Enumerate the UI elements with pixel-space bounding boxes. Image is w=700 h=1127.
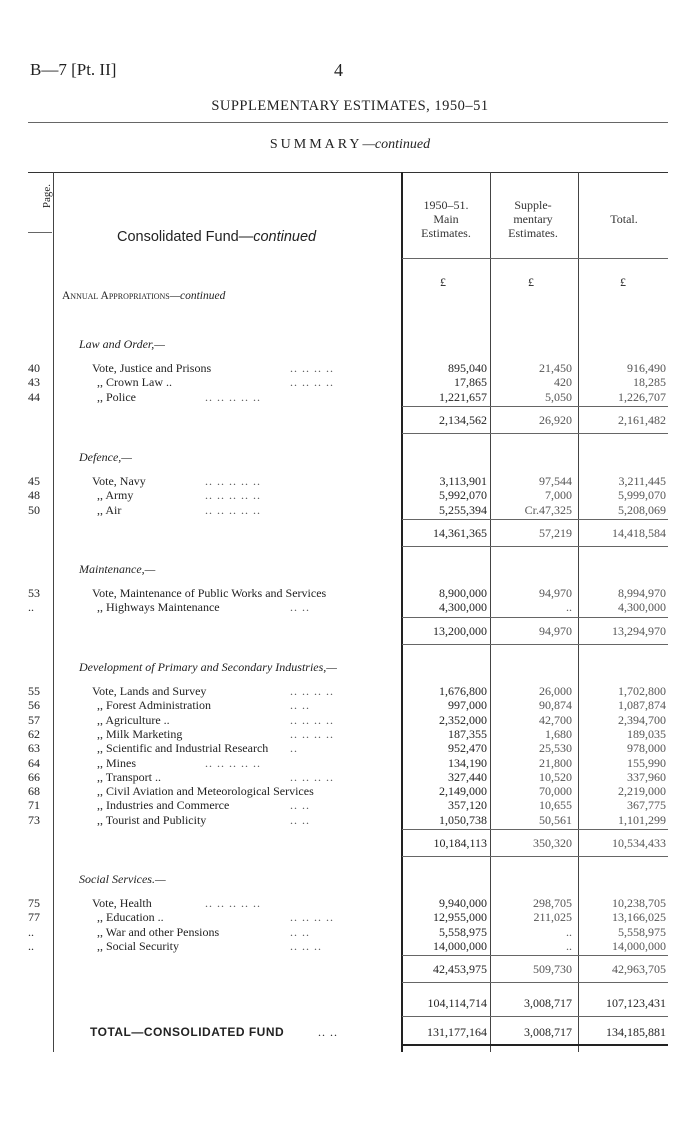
- page-number: 4: [334, 60, 343, 80]
- total-main: 131,177,164: [427, 1025, 487, 1039]
- row-main: 4,300,000: [439, 600, 487, 615]
- row-total: 1,226,707: [618, 389, 666, 404]
- col2-divider: [490, 172, 491, 1052]
- subtitle-continued: —continued: [362, 137, 431, 152]
- subtotal-main: 42,453,975: [433, 962, 487, 977]
- subtotal-main: 14,361,365: [433, 525, 487, 540]
- row-total: 3,211,445: [618, 474, 666, 488]
- annual-appropriations-heading: [62, 290, 225, 302]
- row-page: ..: [28, 600, 34, 615]
- row-page: 73: [28, 812, 40, 827]
- row-total: 5,208,069: [618, 502, 666, 517]
- row-main: 5,992,070: [439, 488, 487, 503]
- row-main: 2,352,000: [439, 712, 487, 727]
- row-supp: 97,544: [539, 474, 572, 488]
- row-main: 134,190: [448, 755, 487, 770]
- row-label: ,, Agriculture ..: [97, 712, 170, 727]
- row-supp: 298,705: [533, 896, 572, 910]
- row-supp: 21,800: [539, 755, 572, 770]
- row-total: 1,702,800: [618, 684, 666, 698]
- subtotal-bottom-rule: [402, 982, 668, 983]
- row-label: Vote, Navy: [92, 474, 146, 488]
- row-main: 997,000: [448, 698, 487, 713]
- total-label: TOTAL—CONSOLIDATED FUND: [90, 1025, 285, 1039]
- row-label: ,, Crown Law ..: [97, 375, 172, 390]
- row-page: 66: [28, 769, 40, 784]
- row-total: 189,035: [627, 726, 666, 741]
- subtitle-main: SUMMARY: [269, 137, 363, 152]
- subtotal-bottom-rule: [402, 856, 668, 857]
- row-label: ,, Civil Aviation and Meteorological Services: [97, 784, 314, 799]
- row-page: 57: [28, 712, 40, 727]
- col-supplementary: [492, 198, 574, 240]
- row-page: 43: [28, 375, 40, 390]
- row-page: 75: [28, 896, 40, 910]
- row-supp: ..: [566, 938, 572, 953]
- subtotal-rule: [402, 406, 668, 407]
- subtotal-supp: 26,920: [539, 412, 572, 427]
- row-dots: .. .. .. .. ..: [205, 502, 261, 517]
- row-label: ,, Industries and Commerce: [97, 798, 230, 813]
- row-page: 77: [28, 910, 40, 925]
- row-dots: .. .. .. ..: [290, 684, 334, 698]
- fund-heading: [117, 229, 316, 245]
- total-double-rule: [402, 1044, 668, 1046]
- col2-line3: Estimates.: [508, 226, 558, 240]
- row-page: 53: [28, 586, 40, 600]
- col1-divider: [401, 172, 403, 1052]
- page-title: SUPPLEMENTARY ESTIMATES, 1950–51: [211, 98, 489, 114]
- grand-subtotal-total: 107,123,431: [606, 996, 666, 1010]
- row-dots: .. ..: [290, 798, 310, 813]
- row-main: 1,050,738: [439, 812, 487, 827]
- row-supp: 1,680: [545, 726, 572, 741]
- colhead-rule: [402, 258, 668, 259]
- row-supp: 94,970: [539, 586, 572, 600]
- col-main-estimates: [405, 198, 487, 240]
- currency-col3: £: [620, 275, 626, 289]
- row-dots: .. .. .. ..: [290, 375, 334, 390]
- page-col-rule: [28, 232, 52, 233]
- row-total: 4,300,000: [618, 600, 666, 615]
- row-dots: .. ..: [290, 924, 310, 939]
- row-supp: 25,530: [539, 741, 572, 756]
- total-supp: 3,008,717: [524, 1025, 572, 1039]
- row-label: ,, Milk Marketing: [97, 726, 183, 741]
- total-total: 134,185,881: [606, 1025, 666, 1039]
- subtotal-main: 13,200,000: [433, 623, 487, 638]
- row-dots: .. .. .. ..: [290, 726, 334, 741]
- row-main: 327,440: [448, 769, 487, 784]
- row-main: 14,000,000: [433, 938, 487, 953]
- subtotal-rule: [402, 519, 668, 520]
- row-supp: 42,700: [539, 712, 572, 727]
- row-dots: .. .. .. ..: [290, 910, 334, 925]
- row-total: 2,219,000: [618, 784, 666, 799]
- annual-main: Annual Appropriations: [62, 290, 170, 302]
- section-heading: Development of Primary and Secondary Industries,—: [79, 660, 337, 674]
- row-label: Vote, Health: [92, 896, 152, 910]
- row-total: 13,166,025: [612, 910, 666, 925]
- row-dots: .. .. .. .. ..: [205, 474, 261, 488]
- row-page: 45: [28, 474, 40, 488]
- subtotal-rule: [402, 617, 668, 618]
- subtotal-bottom-rule: [402, 644, 668, 645]
- col3-divider: [578, 172, 579, 1052]
- row-dots: .. .. .. .. ..: [205, 488, 261, 503]
- row-page: 44: [28, 389, 40, 404]
- grand-subtotal-supp: 3,008,717: [524, 996, 572, 1010]
- row-label: ,, Army: [97, 488, 134, 503]
- row-page: 63: [28, 741, 40, 756]
- row-label: ,, Highways Maintenance: [97, 600, 220, 615]
- title-rule: [28, 122, 668, 123]
- row-total: 1,087,874: [618, 698, 666, 713]
- row-page: 50: [28, 502, 40, 517]
- col1-line2: Main: [433, 212, 459, 226]
- row-total: 2,394,700: [618, 712, 666, 727]
- row-supp: 21,450: [539, 361, 572, 375]
- row-supp: 10,520: [539, 769, 572, 784]
- row-main: 895,040: [448, 361, 487, 375]
- section-heading: Law and Order,—: [79, 337, 165, 351]
- page-col-divider: [53, 172, 54, 1052]
- row-dots: .. ..: [290, 600, 310, 615]
- subtotal-bottom-rule: [402, 433, 668, 434]
- row-label: Vote, Justice and Prisons: [92, 361, 212, 375]
- row-supp: 5,050: [545, 389, 572, 404]
- row-total: 5,558,975: [618, 924, 666, 939]
- col-total: Total.: [610, 212, 638, 226]
- row-page: 55: [28, 684, 40, 698]
- row-dots: .. ..: [290, 698, 310, 713]
- row-label: ,, Transport ..: [97, 769, 162, 784]
- currency-col2: £: [528, 275, 534, 289]
- row-main: 5,558,975: [439, 924, 487, 939]
- section-heading: Maintenance,—: [79, 562, 156, 576]
- fund-heading-continued: —continued: [238, 229, 317, 245]
- row-page: 68: [28, 784, 40, 799]
- fund-heading-main: Consolidated Fund: [117, 229, 239, 245]
- row-page: ..: [28, 924, 34, 939]
- row-main: 17,865: [454, 375, 487, 390]
- row-total: 10,238,705: [612, 896, 666, 910]
- row-total: 18,285: [633, 375, 666, 390]
- page-subtitle: [0, 137, 700, 153]
- subtotal-supp: 57,219: [539, 525, 572, 540]
- row-total: 8,994,970: [618, 586, 666, 600]
- page-column-label: Page.: [41, 183, 53, 209]
- row-total: 1,101,299: [618, 812, 666, 827]
- row-main: 357,120: [448, 798, 487, 813]
- row-label: ,, Police: [97, 389, 136, 404]
- row-total: 916,490: [627, 361, 666, 375]
- row-main: 952,470: [448, 741, 487, 756]
- row-supp: 10,655: [539, 798, 572, 813]
- subtotal-supp: 509,730: [533, 962, 572, 977]
- subtotal-main: 10,184,113: [433, 836, 487, 850]
- row-supp: 90,874: [539, 698, 572, 713]
- row-supp: 7,000: [545, 488, 572, 503]
- row-total: 337,960: [627, 769, 666, 784]
- row-supp: 211,025: [533, 910, 572, 925]
- row-main: 8,900,000: [439, 586, 487, 600]
- row-page: 40: [28, 361, 40, 375]
- section-heading: Defence,—: [79, 450, 132, 464]
- row-supp: 50,561: [539, 812, 572, 827]
- row-main: 1,221,657: [439, 389, 487, 404]
- row-dots: .. .. .. .. ..: [205, 755, 261, 770]
- row-main: 3,113,901: [439, 474, 487, 488]
- row-main: 9,940,000: [439, 896, 487, 910]
- row-supp: 26,000: [539, 684, 572, 698]
- row-supp: 420: [554, 375, 572, 390]
- row-supp: Cr.47,325: [524, 502, 572, 517]
- row-label: ,, Education ..: [97, 910, 164, 925]
- row-label: Vote, Maintenance of Public Works and Services: [92, 586, 327, 600]
- subtotal-supp: 94,970: [539, 623, 572, 638]
- row-supp: 70,000: [539, 784, 572, 799]
- row-label: ,, Social Security: [97, 938, 179, 953]
- row-dots: .. .. .. ..: [290, 361, 334, 375]
- table-top-rule: [28, 172, 668, 173]
- subtotal-total: 14,418,584: [612, 525, 666, 540]
- row-dots: .. .. .. ..: [290, 712, 334, 727]
- subtotal-total: 10,534,433: [612, 836, 666, 850]
- row-dots: .. ..: [290, 812, 310, 827]
- row-page: 56: [28, 698, 40, 713]
- row-dots: .. .. .. ..: [290, 769, 334, 784]
- row-supp: ..: [566, 600, 572, 615]
- row-label: ,, Mines: [97, 755, 136, 770]
- row-total: 978,000: [627, 741, 666, 756]
- col1-line3: Estimates.: [421, 226, 471, 240]
- row-main: 5,255,394: [439, 502, 487, 517]
- annual-continued: —continued: [169, 290, 226, 302]
- subtotal-main: 2,134,562: [439, 412, 487, 427]
- row-main: 1,676,800: [439, 684, 487, 698]
- row-label: ,, Tourist and Publicity: [97, 812, 207, 827]
- row-dots: .. .. ..: [290, 938, 322, 953]
- section-heading: Social Services.—: [79, 872, 166, 886]
- row-main: 12,955,000: [433, 910, 487, 925]
- row-page: ..: [28, 938, 34, 953]
- row-total: 155,990: [627, 755, 666, 770]
- row-total: 14,000,000: [612, 938, 666, 953]
- row-main: 2,149,000: [439, 784, 487, 799]
- row-page: 62: [28, 726, 40, 741]
- row-page: 64: [28, 755, 40, 770]
- row-dots: .. .. .. .. ..: [205, 389, 261, 404]
- row-supp: ..: [566, 924, 572, 939]
- row-page: 48: [28, 488, 40, 503]
- row-label: ,, Forest Administration: [97, 698, 211, 713]
- col2-line1: Supple-: [514, 198, 552, 212]
- currency-col1: £: [440, 275, 446, 289]
- row-label: ,, Scientific and Industrial Research: [97, 741, 269, 756]
- row-label: Vote, Lands and Survey: [92, 684, 207, 698]
- col1-line1: 1950–51.: [423, 198, 469, 212]
- row-total: 367,775: [627, 798, 666, 813]
- subtotal-bottom-rule: [402, 546, 668, 547]
- total-dots: .. ..: [318, 1025, 338, 1039]
- grand-subtotal-main: 104,114,714: [427, 996, 487, 1010]
- col2-line2: mentary: [513, 212, 553, 226]
- row-page: 71: [28, 798, 40, 813]
- subtotal-total: 13,294,970: [612, 623, 666, 638]
- row-dots: ..: [290, 741, 298, 756]
- row-dots: .. .. .. .. ..: [205, 896, 261, 910]
- row-total: 5,999,070: [618, 488, 666, 503]
- grand-subtotal-rule: [402, 1016, 668, 1017]
- subtotal-rule: [402, 955, 668, 956]
- row-main: 187,355: [448, 726, 487, 741]
- document-code: B—7 [Pt. II]: [30, 60, 117, 79]
- subtotal-supp: 350,320: [533, 836, 572, 850]
- subtotal-total: 2,161,482: [618, 412, 666, 427]
- row-label: ,, War and other Pensions: [97, 924, 220, 939]
- subtotal-total: 42,963,705: [612, 962, 666, 977]
- subtotal-rule: [402, 829, 668, 830]
- row-label: ,, Air: [97, 502, 122, 517]
